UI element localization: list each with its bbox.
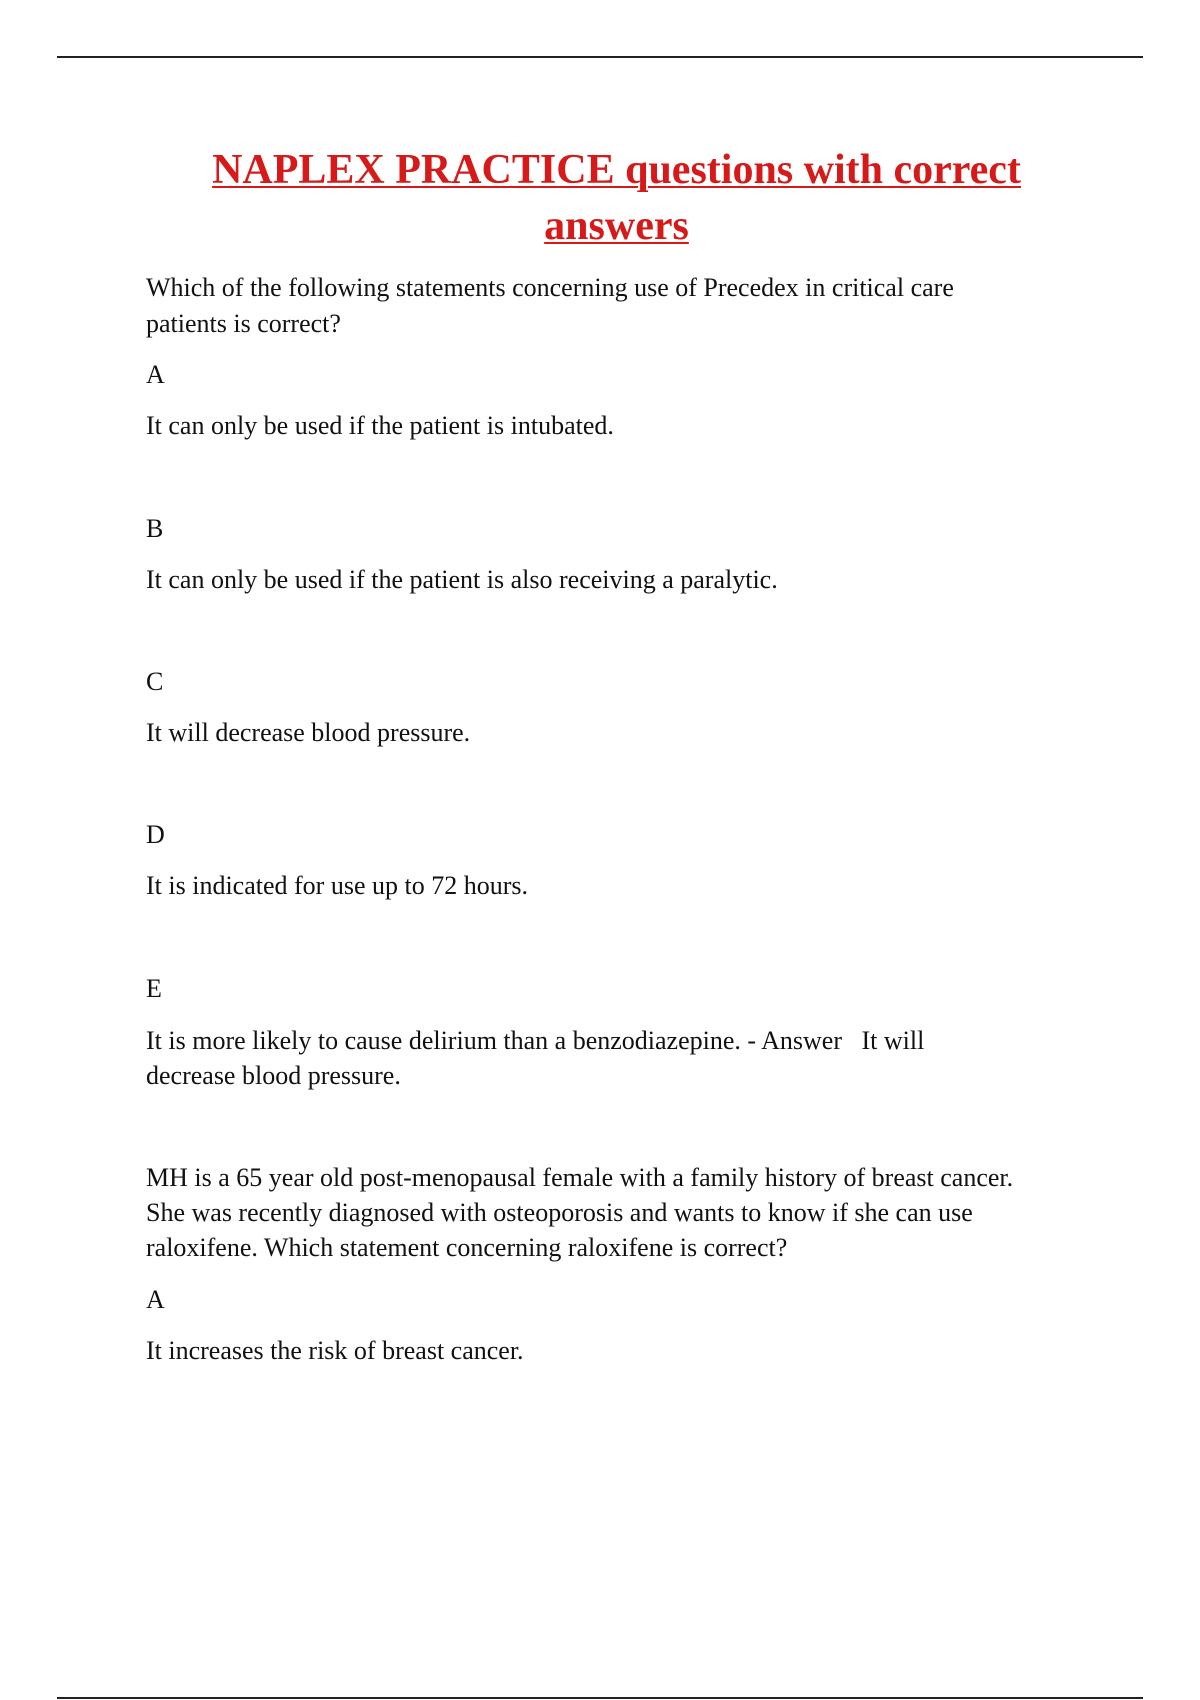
title-line-2: answers — [544, 203, 689, 249]
question-1-option-e-text-line-1: It is more likely to cause delirium than a benzodiazepine. - Answer It will — [146, 1026, 925, 1055]
document-title — [0, 142, 1200, 254]
question-2-option-a-text: It increases the risk of breast cancer. — [146, 1336, 524, 1365]
question-1-option-d-letter: D — [146, 820, 165, 849]
question-2-stem-line-3: raloxifene. Which statement concerning raloxifene is correct? — [146, 1233, 788, 1262]
question-1-option-b-text: It can only be used if the patient is also receiving a paralytic. — [146, 565, 778, 594]
question-1-option-e-letter: E — [146, 974, 162, 1003]
bottom-rule — [57, 1697, 1143, 1699]
question-2-stem-line-2: She was recently diagnosed with osteoporosis and wants to know if she can use — [146, 1198, 973, 1227]
top-rule — [57, 56, 1143, 58]
question-1-option-e-text-line-2: decrease blood pressure. — [146, 1061, 401, 1090]
question-1-option-c-letter: C — [146, 667, 164, 696]
question-2-stem-line-1: MH is a 65 year old post-menopausal female with a family history of breast cancer. — [146, 1163, 1014, 1192]
question-2-option-a-letter: A — [146, 1285, 165, 1314]
question-1-option-b-letter: B — [146, 514, 164, 543]
title-line-1: NAPLEX PRACTICE questions with correct — [212, 147, 1021, 193]
question-1-option-d-text: It is indicated for use up to 72 hours. — [146, 871, 528, 900]
question-1-option-a-letter: A — [146, 360, 165, 389]
question-1-option-a-text: It can only be used if the patient is intubated. — [146, 411, 614, 440]
question-1-stem-line-2: patients is correct? — [146, 309, 341, 338]
question-1-option-c-text: It will decrease blood pressure. — [146, 718, 471, 747]
question-1-stem-line-1: Which of the following statements concerning use of Precedex in critical care — [146, 273, 954, 302]
